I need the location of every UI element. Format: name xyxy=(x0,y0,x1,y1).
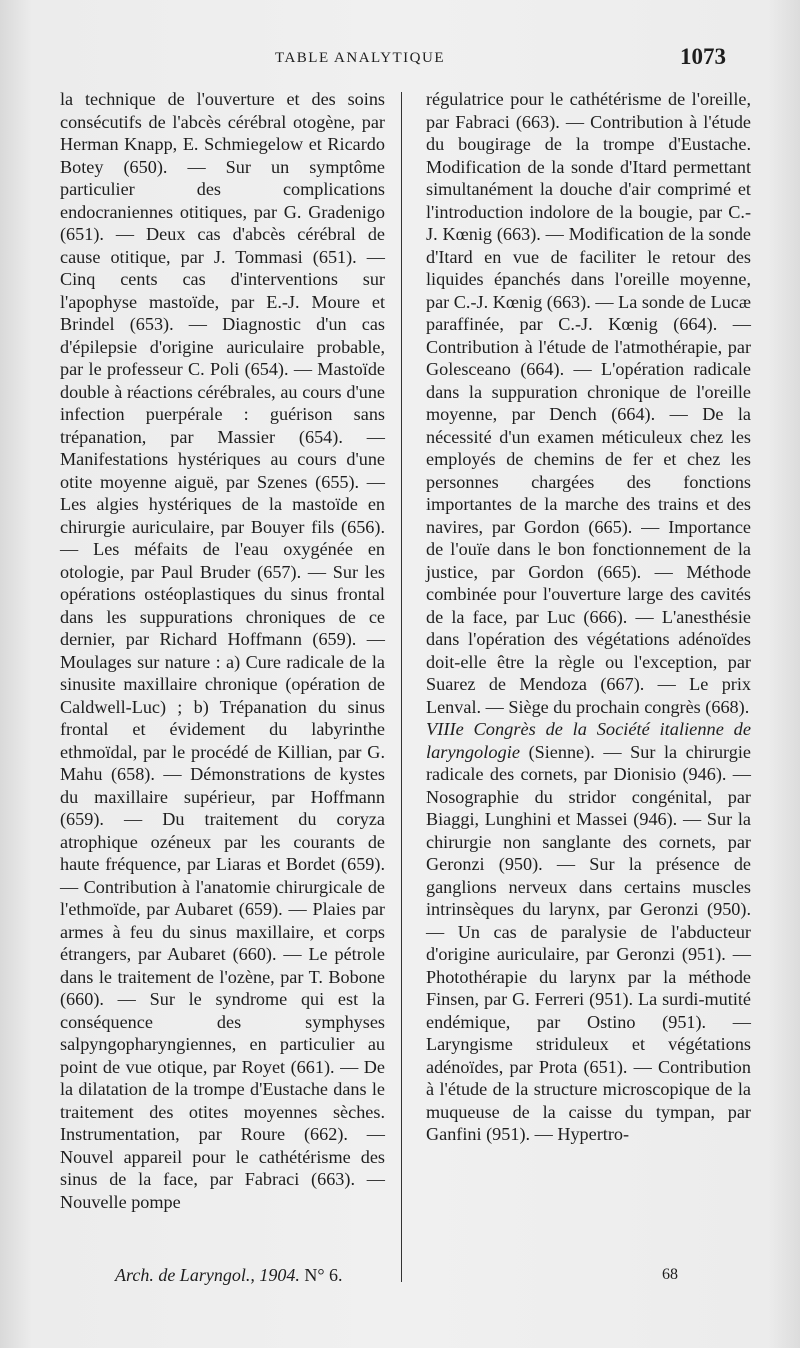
journal-name: Arch. de Laryngol., 1904. xyxy=(115,1265,300,1285)
page-number: 1073 xyxy=(680,44,726,69)
section-heading: VIIIe Congrès de la Société italienne de laryngologie xyxy=(426,719,751,762)
right-column xyxy=(426,88,751,1146)
right-text-after-section: (Sienne). — Sur la chirurgie radicale des cornets, par Dionisio (946). — Nosographie du stridor congénital, par Biaggi, Lunghini et Massei (946). — Sur la chirurgie non sanglante des cornets, par Geronzi (950). — Sur la présence de ganglions nerveux dans certains muscles intrinsèques du larynx, par Geronzi (950). — Un cas de paralysie de l'abducteur d'origine auriculaire, par Geronzi (951). — Photothérapie du larynx par la méthode Finsen, par G. Ferreri (951). La surdi-mutité endémique, par Ostino (951). — Laryngisme striduleux et végétations adénoïdes, par Prota (651). — Contribution à l'étude de la structure microscopique de la muqueuse de la caisse du tympan, par Ganfini (951). — Hypertro- xyxy=(426,741,751,1144)
journal-number: N° 6. xyxy=(304,1265,343,1285)
right-column-text xyxy=(426,88,751,718)
running-title: TABLE ANALYTIQUE xyxy=(274,50,446,66)
column-divider xyxy=(401,92,402,1282)
right-text-before-section: régulatrice pour le cathétérisme de l'oreille, par Fabraci (663). — Contribution à l'étude du bougirage de la trompe d'Eustache. Modification de la sonde d'Itard permettant simultanément la douche d'air comprimé et l'introduction indolore de la bougie, par C.-J. Kœnig (663). — Modification de la sonde d'Itard en vue de faciliter le retour des liquides épanchés dans l'oreille moyenne, par C.-J. Kœnig (663). — La sonde de Lucæ paraffinée, par C.-J. Kœnig (664). — Contribution à l'étude de l'atmothérapie, par Golesceano (664). — L'opération radicale dans la suppuration chronique de l'oreille moyenne, par Dench (664). — De la nécessité d'un examen méticuleux chez les employés de chemins de fer et chez les personnes chargées des fonctions importantes de la marche des trains et des navires, par Gordon (665). — Importance de l'ouïe dans le bon fonctionnement de la justice, par Gordon (665). — Méthode combinée pour l'ouverture large des cavités de la face, par Luc (666). — L'anesthésie dans l'opération des végétations adénoïdes doit-elle être la règle ou l'exception, par Suarez de Mendoza (667). — Le prix Lenval. — Siège du prochain congrès (668). xyxy=(426,89,751,717)
signature-mark: 68 xyxy=(662,1266,678,1283)
left-column xyxy=(60,88,385,1213)
section-paragraph xyxy=(426,718,751,1146)
footer-journal xyxy=(115,1265,343,1286)
left-column-text: la technique de l'ouverture et des soins consécutifs de l'abcès cérébral otogène, par Herman Knapp, E. Schmiegelow et Ricardo Botey (650). — Sur un symptôme particulier des complications endocraniennes otitiques, par G. Gradenigo (651). — Deux cas d'abcès cérébral de cause otitique, par J. Tommasi (651). — Cinq cents cas d'interventions sur l'apophyse mastoïde, par E.-J. Moure et Brindel (653). — Diagnostic d'un cas d'épilepsie d'origine auriculaire probable, par le professeur C. Poli (654). — Mastoïde double à réactions cérébrales, au cours d'une infection puerpérale : guérison sans trépanation, par Massier (654). — Manifestations hystériques au cours d'une otite moyenne aiguë, par Szenes (655). — Les algies hystériques de la mastoïde en chirurgie auriculaire, par Bouyer fils (656). — Les méfaits de l'eau oxygénée en otologie, par Paul Bruder (657). — Sur les opérations ostéoplastiques du sinus frontal dans les suppurations chroniques de ce dernier, par Richard Hoffmann (659). — Moulages sur nature : a) Cure radicale de la sinusite maxillaire chronique (opération de Caldwell-Luc) ; b) Trépanation du sinus frontal et évidement du labyrinthe ethmoïdal, par le procédé de Killian, par G. Mahu (658). — Démonstrations de kystes du maxillaire supérieur, par Hoffmann (659). — Du traitement du coryza atrophique ozéneux par les courants de haute fréquence, par Liaras et Bordet (659). — Contribution à l'anatomie chirurgicale de l'ethmoïde, par Aubaret (659). — Plaies par armes à feu du sinus maxillaire, et corps étrangers, par Aubaret (660). — Le pétrole dans le traitement de l'ozène, par T. Bobone (660). — Sur le syndrome qui est la conséquence des symphyses salpyngopharyngiennes, en particulier au point de vue otique, par Royet (661). — De la dilatation de la trompe d'Eustache dans le traitement des otites moyennes sèches. Instrumentation, par Roure (662). — Nouvel appareil pour le cathétérisme des sinus de la face, par Fabraci (663). — Nouvelle pompe xyxy=(60,89,385,1212)
